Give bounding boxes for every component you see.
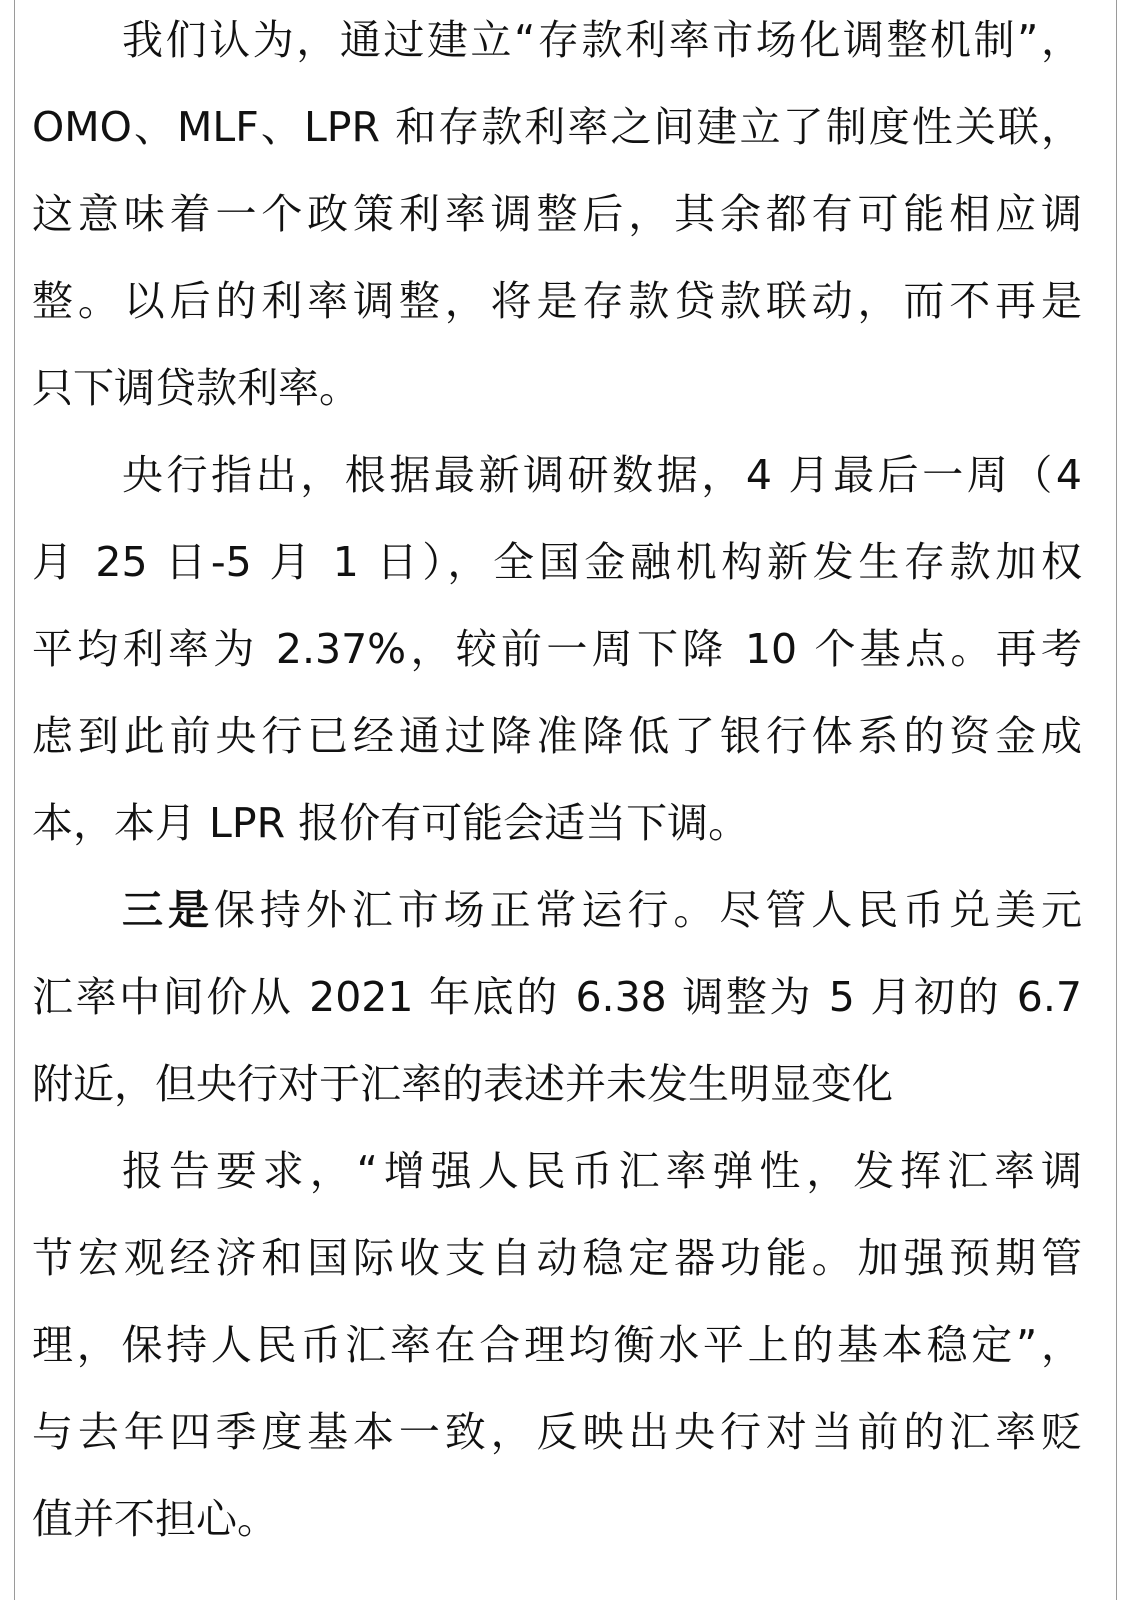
text-line: OMO、MLF、LPR 和存款利率之间建立了制度性关联，: [32, 103, 1082, 151]
text-line: 我们认为，通过建立“存款利率市场化调整机制”，: [122, 16, 1082, 64]
paragraph-deposit-rate-mechanism: [32, 0, 1082, 432]
text-line: 整。以后的利率调整，将是存款贷款联动，而不再是: [32, 277, 1082, 325]
paragraph-survey-data: [32, 432, 1082, 867]
text-line: 只下调贷款利率。: [32, 364, 360, 412]
text-line: 报告要求，“增强人民币汇率弹性，发挥汇率调: [122, 1147, 1082, 1195]
text-line: 这意味着一个政策利率调整后，其余都有可能相应调: [32, 190, 1082, 238]
bold-lead: 三是: [122, 886, 214, 934]
text-line: 虑到此前央行已经通过降准降低了银行体系的资金成: [32, 712, 1082, 760]
text-line-rest: 保持外汇市场正常运行。尽管人民币兑美元: [213, 886, 1082, 934]
text-line: 与去年四季度基本一致，反映出央行对当前的汇率贬: [32, 1408, 1082, 1456]
text-line: 附近，但央行对于汇率的表述并未发生明显变化: [32, 1060, 893, 1108]
text-line: [32, 867, 1082, 954]
paragraph-fx-market: [32, 867, 1082, 1128]
document-body: [32, 0, 1082, 1563]
text-line: 本，本月 LPR 报价有可能会适当下调。: [32, 799, 750, 847]
text-line: 值并不担心。: [32, 1495, 278, 1543]
text-line: 月 25 日-5 月 1 日），全国金融机构新发生存款加权: [32, 538, 1082, 586]
text-line: 汇率中间价从 2021 年底的 6.38 调整为 5 月初的 6.7: [32, 973, 1082, 1021]
text-line: 平均利率为 2.37%，较前一周下降 10 个基点。再考: [32, 625, 1082, 673]
paragraph-report-requirements: [32, 1128, 1082, 1563]
text-line: 节宏观经济和国际收支自动稳定器功能。加强预期管: [32, 1234, 1082, 1282]
text-line: 央行指出，根据最新调研数据，4 月最后一周（4: [122, 451, 1082, 499]
text-line: 理，保持人民币汇率在合理均衡水平上的基本稳定”，: [32, 1321, 1082, 1369]
